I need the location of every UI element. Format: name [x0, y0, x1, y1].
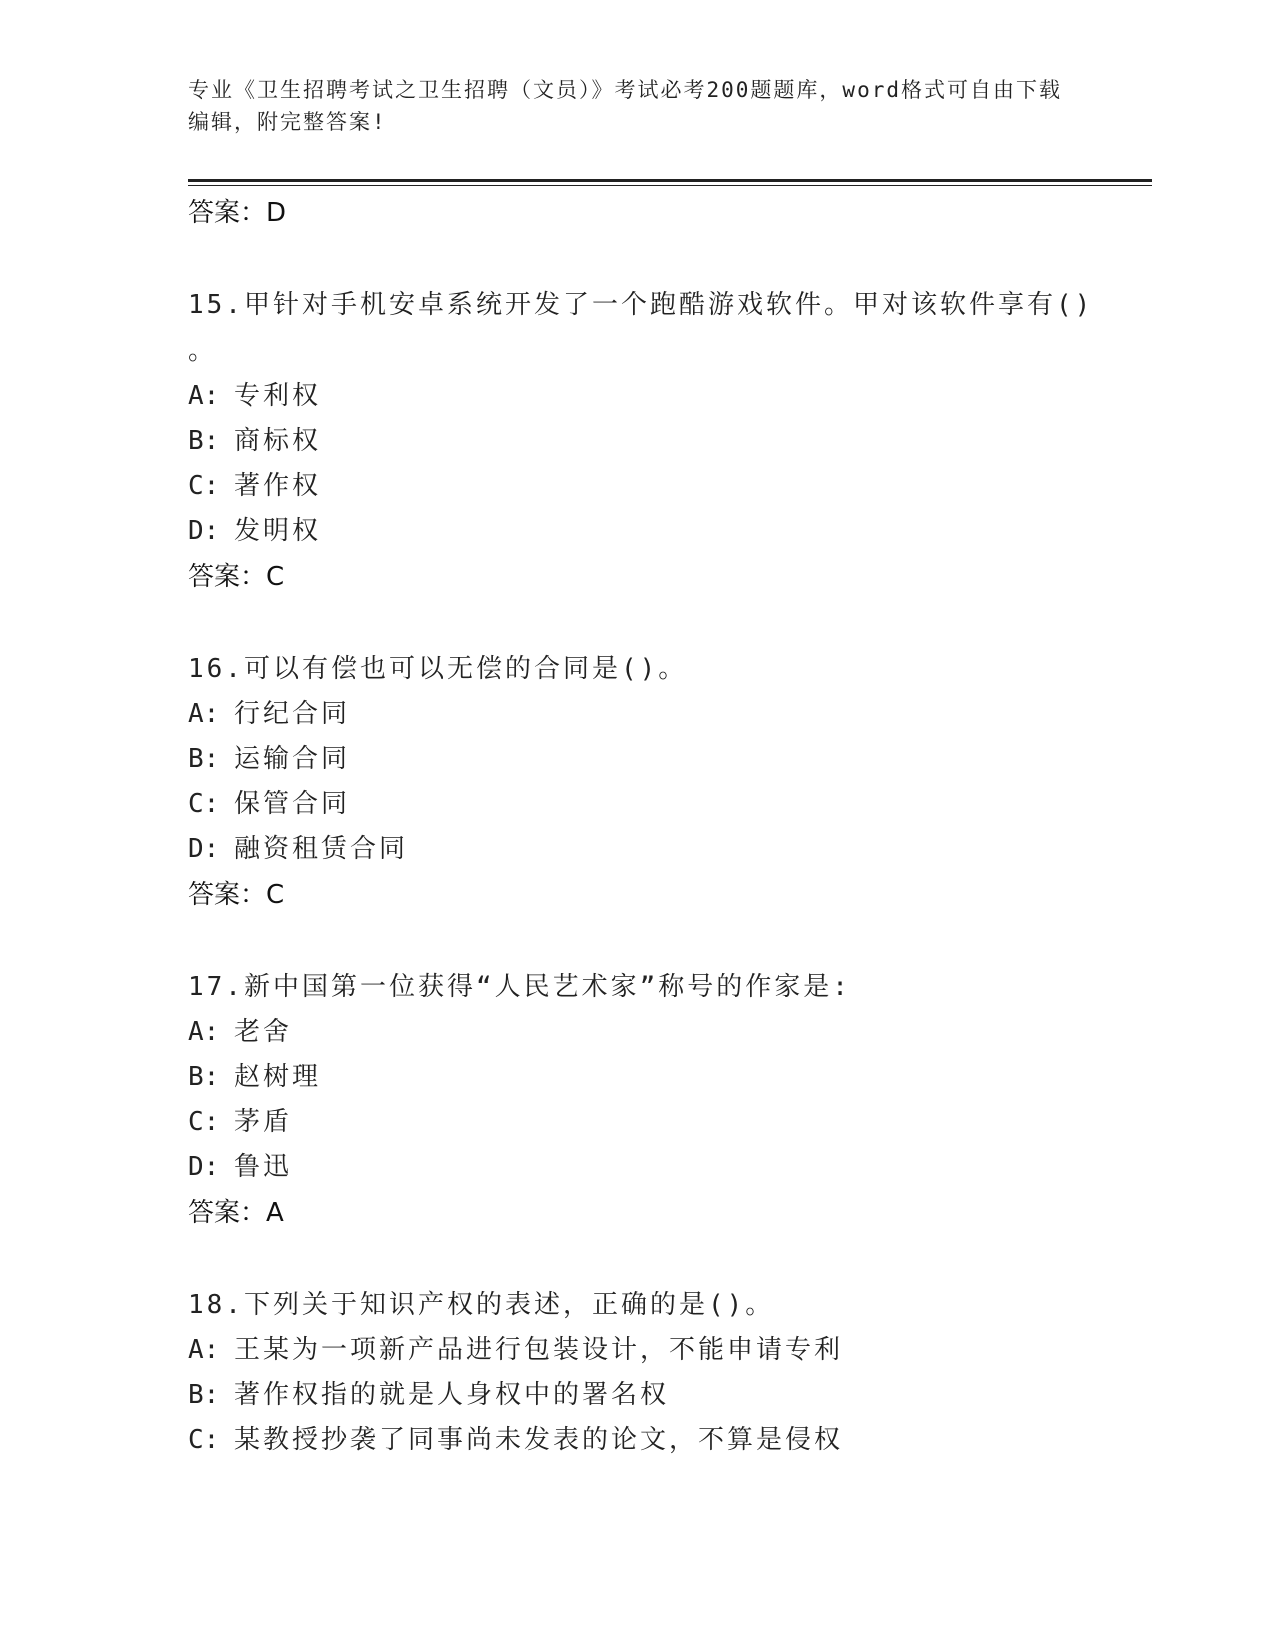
- answer-line: 答案：C: [188, 562, 285, 592]
- option-text: 著作权: [234, 471, 322, 501]
- option-text: 某教授抄袭了同事尚未发表的论文，不算是侵权: [234, 1425, 844, 1455]
- header-divider-thin: [188, 185, 1152, 186]
- option-text: 发明权: [234, 516, 322, 546]
- question-text: 15.甲针对手机安卓系统开发了一个跑酷游戏软件。甲对该软件享有(): [188, 290, 1094, 320]
- option-letter: D:: [188, 834, 220, 864]
- option-text: 运输合同: [234, 744, 351, 774]
- option-letter: B:: [188, 426, 220, 456]
- option-a: [188, 1328, 1152, 1373]
- option-text: 茅盾: [234, 1107, 293, 1137]
- option-text: 王某为一项新产品进行包装设计，不能申请专利: [234, 1335, 844, 1365]
- option-letter: B:: [188, 744, 220, 774]
- option-letter: C:: [188, 789, 220, 819]
- option-letter: D:: [188, 1152, 220, 1182]
- answer-line: 答案：A: [188, 1198, 284, 1228]
- option-c: [188, 1100, 1152, 1145]
- option-text: 保管合同: [234, 789, 351, 819]
- option-text: 赵树理: [234, 1062, 322, 1092]
- option-letter: C:: [188, 1425, 220, 1455]
- option-text: 融资租赁合同: [234, 834, 409, 864]
- option-c: [188, 782, 1152, 827]
- option-letter: A:: [188, 381, 220, 411]
- question-block: [188, 1282, 1152, 1463]
- option-a: [188, 374, 1152, 419]
- option-letter: A:: [188, 699, 220, 729]
- question-text: 16.可以有偿也可以无偿的合同是()。: [188, 654, 688, 684]
- question-list: [188, 190, 1152, 1463]
- question-text-continuation: 。: [188, 336, 218, 366]
- option-text: 老舍: [234, 1017, 293, 1047]
- option-c: [188, 1418, 1152, 1463]
- option-a: [188, 692, 1152, 737]
- question-text: 18.下列关于知识产权的表述，正确的是()。: [188, 1290, 775, 1320]
- question-block: [188, 964, 1152, 1236]
- option-letter: A:: [188, 1335, 220, 1365]
- option-d: [188, 509, 1152, 554]
- option-a: [188, 1010, 1152, 1055]
- option-letter: A:: [188, 1017, 220, 1047]
- option-letter: C:: [188, 471, 220, 501]
- option-letter: D:: [188, 516, 220, 546]
- answer-line: 答案：D: [188, 198, 287, 228]
- header-divider-thick: [188, 179, 1152, 182]
- option-b: [188, 419, 1152, 464]
- option-text: 鲁迅: [234, 1152, 293, 1182]
- answer-line: 答案：C: [188, 880, 285, 910]
- option-text: 专利权: [234, 381, 322, 411]
- option-text: 商标权: [234, 426, 322, 456]
- option-d: [188, 827, 1152, 872]
- question-block: [188, 282, 1152, 600]
- option-b: [188, 737, 1152, 782]
- option-letter: B:: [188, 1380, 220, 1410]
- option-c: [188, 464, 1152, 509]
- option-b: [188, 1055, 1152, 1100]
- question-block: [188, 646, 1152, 918]
- option-d: [188, 1145, 1152, 1190]
- option-letter: B:: [188, 1062, 220, 1092]
- option-text: 著作权指的就是人身权中的署名权: [234, 1380, 670, 1410]
- option-b: [188, 1373, 1152, 1418]
- document-header: 专业《卫生招聘考试之卫生招聘（文员）》考试必考200题题库，word格式可自由下载编辑，附完整答案!: [188, 78, 1062, 134]
- option-letter: C:: [188, 1107, 220, 1137]
- option-text: 行纪合同: [234, 699, 351, 729]
- question-text: 17.新中国第一位获得“人民艺术家”称号的作家是:: [188, 972, 851, 1002]
